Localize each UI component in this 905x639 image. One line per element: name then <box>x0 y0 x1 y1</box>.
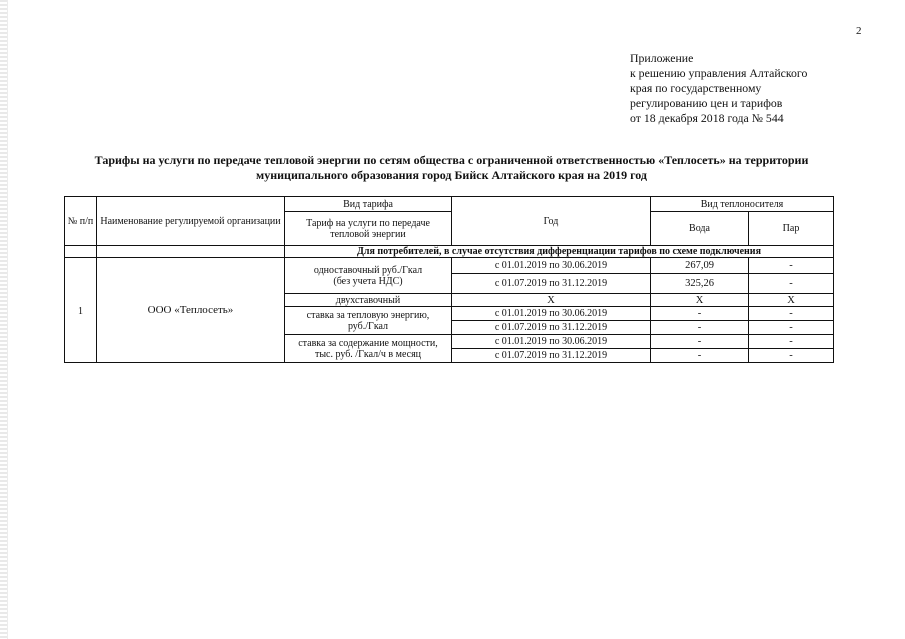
appendix-line: края по государственному <box>630 81 762 95</box>
page-number: 2 <box>856 25 862 37</box>
tariff-kind-energy-rate <box>285 307 452 335</box>
scan-edge <box>0 0 8 639</box>
steam-value: X <box>749 294 834 307</box>
period-cell: X <box>452 294 651 307</box>
appendix-line: регулированию цен и тарифов <box>630 96 783 110</box>
appendix-line: к решению управления Алтайского <box>630 66 808 80</box>
title-line-1: Тарифы на услуги по передаче тепловой энергии по сетям общества с ограниченной ответственностью «Теплосеть» на территории <box>94 153 809 167</box>
appendix-line: от 18 декабря 2018 года № 544 <box>630 111 784 125</box>
header-tariff-kind: Вид тарифа <box>285 197 452 212</box>
tariff-kind-label: ставка за тепловую энергию, <box>306 309 430 321</box>
period-cell: с 01.01.2019 по 30.06.2019 <box>452 335 651 349</box>
steam-value: - <box>749 321 834 335</box>
water-value: - <box>651 321 749 335</box>
tariff-kind-label: тыс. руб. /Гкал/ч в месяц <box>314 348 422 360</box>
title-line-2: муниципального образования город Бийск Алтайского края на 2019 год <box>256 168 647 182</box>
steam-value: - <box>749 274 834 294</box>
period-cell: с 01.01.2019 по 30.06.2019 <box>452 258 651 274</box>
tariff-kind-label: (без учета НДС) <box>333 275 403 287</box>
water-value: - <box>651 335 749 349</box>
appendix-line: Приложение <box>630 51 694 65</box>
header-organization: Наименование регулируемой организации <box>97 197 285 246</box>
tariff-kind-label: руб./Гкал <box>347 320 389 332</box>
subheader-empty-cell <box>97 246 285 258</box>
period-cell: с 01.01.2019 по 30.06.2019 <box>452 307 651 321</box>
header-year: Год <box>452 197 651 246</box>
header-carrier-kind: Вид теплоносителя <box>651 197 834 212</box>
header-row-1 <box>65 197 834 212</box>
water-value: X <box>651 294 749 307</box>
row-number: 1 <box>65 258 97 363</box>
tariff-kind-capacity-rate <box>285 335 452 363</box>
period-cell: с 01.07.2019 по 31.12.2019 <box>452 274 651 294</box>
header-tariff-sub: Тариф на услуги по передаче тепловой энергии <box>285 212 452 246</box>
table-row <box>65 258 834 274</box>
period-cell: с 01.07.2019 по 31.12.2019 <box>452 349 651 363</box>
water-value: - <box>651 307 749 321</box>
tariff-table <box>64 196 834 363</box>
header-num: № п/п <box>65 197 97 246</box>
tariff-kind-label: одноставочный руб./Гкал <box>313 264 423 276</box>
steam-value: - <box>749 349 834 363</box>
tariff-kind-single-rate <box>285 258 452 294</box>
period-cell: с 01.07.2019 по 31.12.2019 <box>452 321 651 335</box>
document-title <box>60 153 843 183</box>
organization-name: ООО «Теплосеть» <box>97 258 285 363</box>
water-value: - <box>651 349 749 363</box>
water-value: 325,26 <box>651 274 749 294</box>
tariff-kind-label: ставка за содержание мощности, <box>298 337 438 349</box>
header-steam: Пар <box>749 212 834 246</box>
subheader-row <box>65 246 834 258</box>
header-water: Вода <box>651 212 749 246</box>
appendix-block <box>630 51 870 126</box>
subheader-text: Для потребителей, в случае отсутствия дифференциации тарифов по схеме подключения <box>285 246 834 258</box>
water-value: 267,09 <box>651 258 749 274</box>
steam-value: - <box>749 335 834 349</box>
subheader-empty-cell <box>65 246 97 258</box>
tariff-kind-two-rate: двухставочный <box>285 294 452 307</box>
steam-value: - <box>749 258 834 274</box>
steam-value: - <box>749 307 834 321</box>
